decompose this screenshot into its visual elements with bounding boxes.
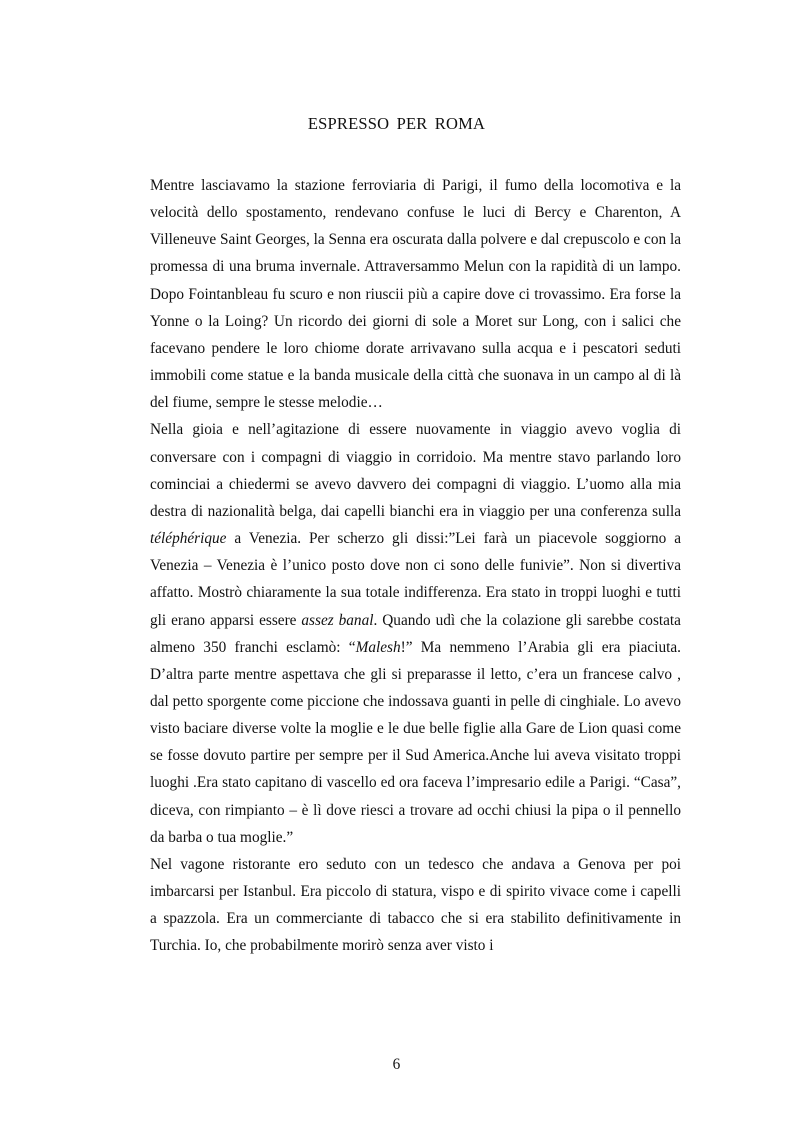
text-run: !” Ma nemmeno l’Arabia gli era piaciuta. D’altra parte mentre aspettava che gli si preparasse il letto, c’era un francese calvo , dal petto sporgente come piccione che indossava guanti in pelle di cinghiale. Lo avevo visto baciare diverse volte la moglie e le due belle figlie alla Gare de Lion quasi come se fosse dovuto partire per sempre per il Sud America.Anche lui aveva visitato troppi luoghi .Era stato capitano di vascello ed ora faceva l’impresario edile a Parigi. “Casa”, diceva, con rimpianto – è lì dove riesci a trovare ad occhi chiusi la pipa o il pennello da barba o tua moglie.”: [150, 638, 681, 846]
paragraph-3: [150, 851, 681, 960]
paragraph-2: [150, 416, 681, 851]
text-run: . Quando udì che la colazione gli sarebbe costata almeno 350 franchi esclamò: “: [150, 611, 681, 656]
italic-term: téléphérique: [150, 530, 227, 548]
body-text: [150, 172, 681, 960]
text-run: Nella gioia e nell’agitazione di essere nuovamente in viaggio avevo voglia di conversare con i compagni di viaggio in corridoio. Ma mentre stavo parlando loro cominciai a chiedermi se avevo davvero dei compagni di viaggio. L’uomo alla mia destra di nazionalità belga, dai capelli bianchi era in viaggio per una conferenza sulla: [150, 421, 681, 520]
page-title: ESPRESSO PER ROMA: [307, 114, 486, 133]
text-run: Mentre lasciavamo la stazione ferroviaria di Parigi, il fumo della locomotiva e la velocità dello spostamento, rendevano confuse le luci di Bercy e Charenton, A Villeneuve Saint Georges, la Senna era oscurata dalla polvere e dal crepuscolo e con la promessa di una bruma invernale. Attraversammo Melun con la rapidità di un lampo. Dopo Fointanbleau fu scuro e non riuscii più a capire dove ci trovassimo. Era forse la Yonne o la Loing? Un ricordo dei giorni di sole a Moret sur Long, con i salici che facevano pendere le loro chiome dorate arrivavano sulla acqua e i pescatori seduti immobili come statue e la banda musicale della città che suonava in un campo al di là del fiume, sempre le stesse melodie…: [150, 177, 681, 412]
italic-term: assez banal: [301, 611, 374, 629]
text-run: Nel vagone ristorante ero seduto con un tedesco che andava a Genova per poi imbarcarsi per Istanbul. Era piccolo di statura, vispo e di spirito vivace come i capelli a spazzola. Era un commerciante di tabacco che si era stabilito definitivamente in Turchia. Io, che probabilmente morirò senza aver visto i: [150, 855, 681, 955]
italic-term: Malesh: [355, 638, 401, 656]
text-run: a Venezia. Per scherzo gli dissi:”Lei farà un piacevole soggiorno a Venezia – Venezia è l’unico posto dove non ci sono delle funivie”. Non si divertiva affatto. Mostrò chiaramente la sua totale indifferenza. Era stato in troppi luoghi e tutti gli erano apparsi essere: [150, 530, 681, 629]
page-number: 6: [392, 1056, 401, 1073]
paragraph-1: [150, 172, 681, 416]
